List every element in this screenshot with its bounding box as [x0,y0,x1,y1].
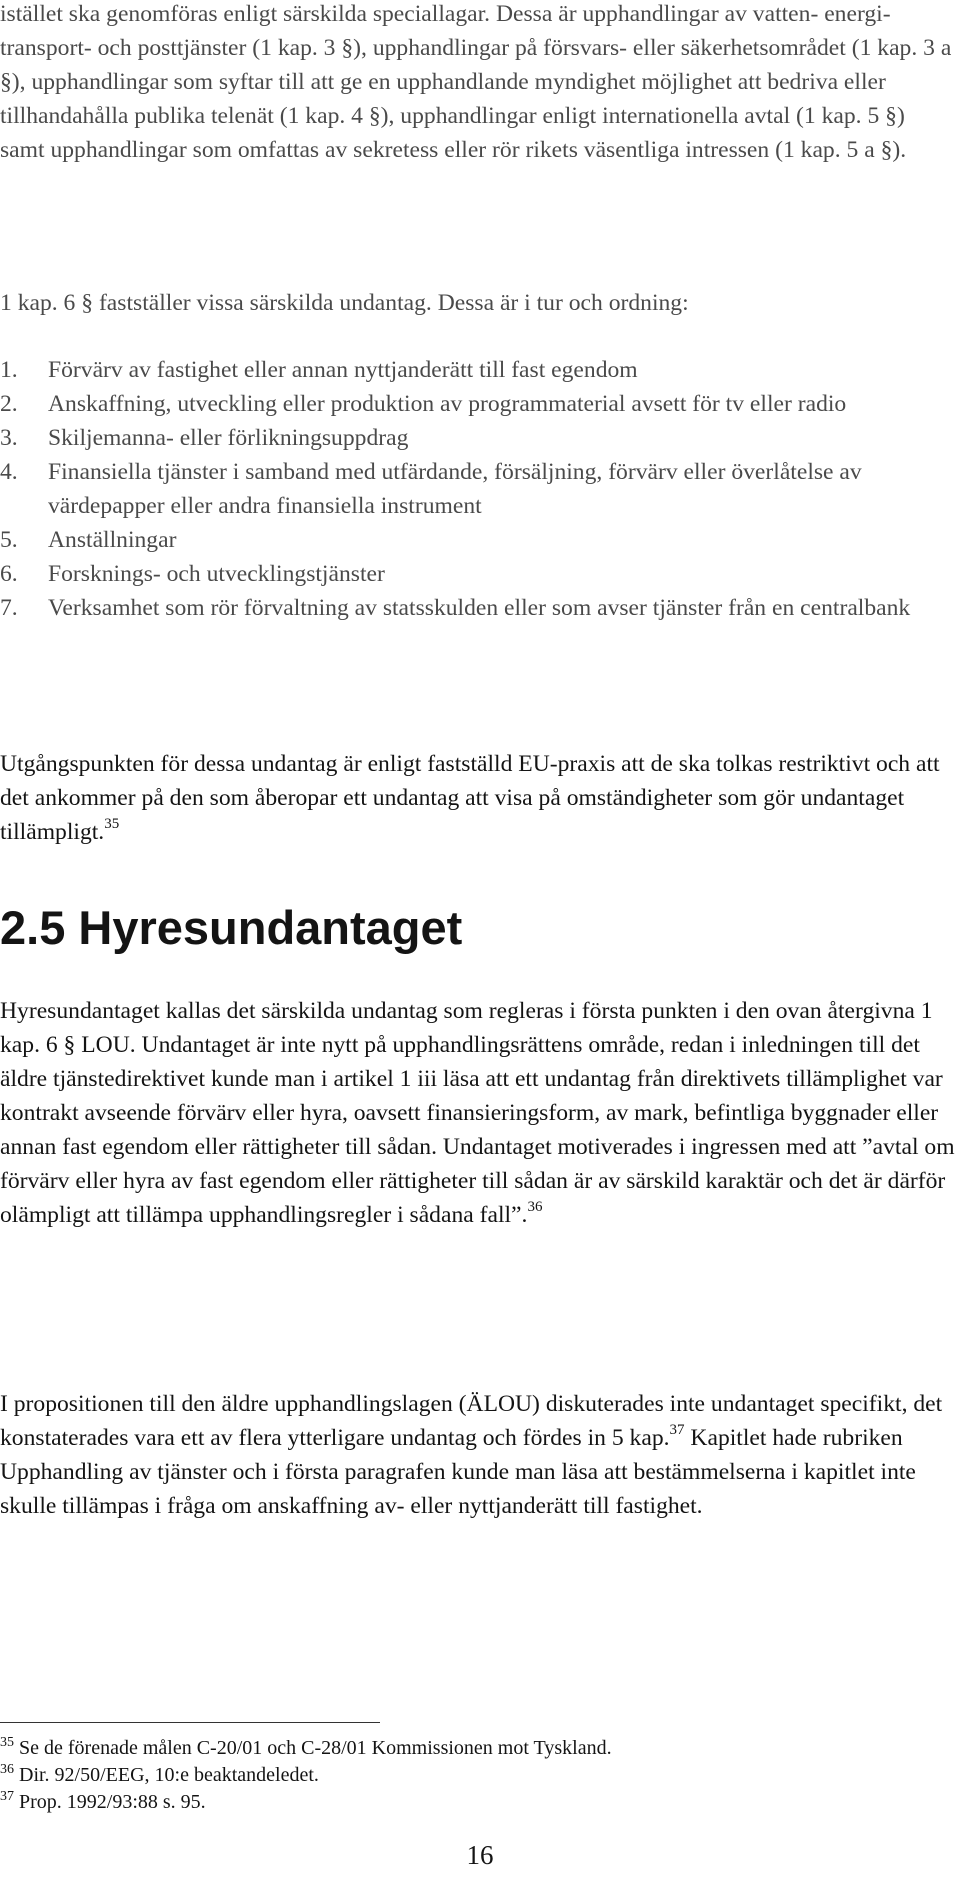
list-item: 6. Forsknings- och utvecklingstjänster [0,561,385,587]
paragraph-restrictive-interpretation: Utgångspunkten för dessa undantag är enligt fastställd EU-praxis att de ska tolkas restriktivt och att det ankommer på den som åberopar ett undantag att visa på omständigheter som gör undantaget tillämpligt.$^{35}$ [0,751,940,845]
footnote-ref-36[interactable]: 36 [527,1199,543,1215]
list-item: 2. Anskaffning, utveckling eller produktion av programmaterial avsett för tv eller radio [0,391,847,417]
footnote-36: $^{36}$ Dir. 92/50/EEG, 10:e beaktandeledet. [0,1762,319,1786]
footnote-37: $^{37}$ Prop. 1992/93:88 s. 95. [0,1789,206,1813]
footnote-35: $^{35}$ Se de förenade målen C-20/01 och C-28/01 Kommissionen mot Tyskland. [0,1735,612,1759]
list-item: 7. Verksamhet som rör förvaltning av statsskulden eller som avser tjänster från en centralbank [0,595,911,621]
list-item: 1. Förvärv av fastighet eller annan nyttjanderätt till fast egendom [0,357,638,383]
footnote-ref-37[interactable]: 37 [669,1422,685,1438]
list-item: 3. Skiljemanna- eller förlikningsuppdrag [0,425,409,451]
list-item: 4. Finansiella tjänster i samband med utfärdande, försäljning, förvärv eller överlåtelse av värdepapper eller andra finansiella instrument [0,459,862,519]
list-item: 5. Anställningar [0,527,177,553]
page-number: 16 [466,1840,494,1870]
footnote-ref-35[interactable]: 35 [104,816,120,832]
footnote-divider [0,1722,380,1723]
exceptions-list [0,353,955,625]
paragraph-exclusions: istället ska genomföras enligt särskilda speciallagar. Dessa är upphandlingar av vatten- energi- transport- och posttjänster (1 kap. 3 §), upphandlingar på försvars- eller säkerhetsområdet (1 kap. 3 a §), upphandlingar som syftar till att ge en upphandlande myndighet möjlighet att bedriva eller tillhandahålla publika telenät (1 kap. 4 §), upphandlingar enligt internationella avtal (1 kap. 5 §) samt upphandlingar som omfattas av sekretess eller rör rikets väsentliga intressen (1 kap. 5 a §). [0,1,952,163]
paragraph-special-exceptions-intro: 1 kap. 6 § fastställer vissa särskilda undantag. Dessa är i tur och ordning: [0,290,689,316]
paragraph-rental-exception: Hyresundantaget kallas det särskilda undantag som regleras i första punkten i den ovan återgivna 1 kap. 6 § LOU. Undantaget är inte nytt på upphandlingsrättens område, redan i inledningen till det äldre tjänstedirektivet kunde man i artikel 1 iii läsa att ett undantag från direktivets tillämplighet var kontrakt avseende förvärv eller hyra, oavsett finansieringsform, av mark, befintliga byggnader eller annan fast egendom eller rättigheter till sådan. Undantaget motiverades i ingressen med att ”avtal om förvärv eller hyra av fast egendom eller rättigheter till sådan är av särskild karaktär och det är därför olämpligt att tillämpa upphandlingsregler i sådana fall”.$^{36}$ [0,998,955,1228]
section-heading: 2.5 Hyresundantaget [0,901,463,954]
paragraph-older-procurement-law: I propositionen till den äldre upphandlingslagen (ÄLOU) diskuterades inte undantaget specifikt, det konstaterades vara ett av flera ytterligare undantag och fördes in 5 kap.$^{37}$ Kapitlet hade rubriken Upphandling av tjänster och i första paragrafen kunde man läsa att bestämmelserna i kapitlet inte skulle tillämpas i fråga om anskaffning av- eller nyttjanderätt till fastighet. [0,1391,943,1519]
